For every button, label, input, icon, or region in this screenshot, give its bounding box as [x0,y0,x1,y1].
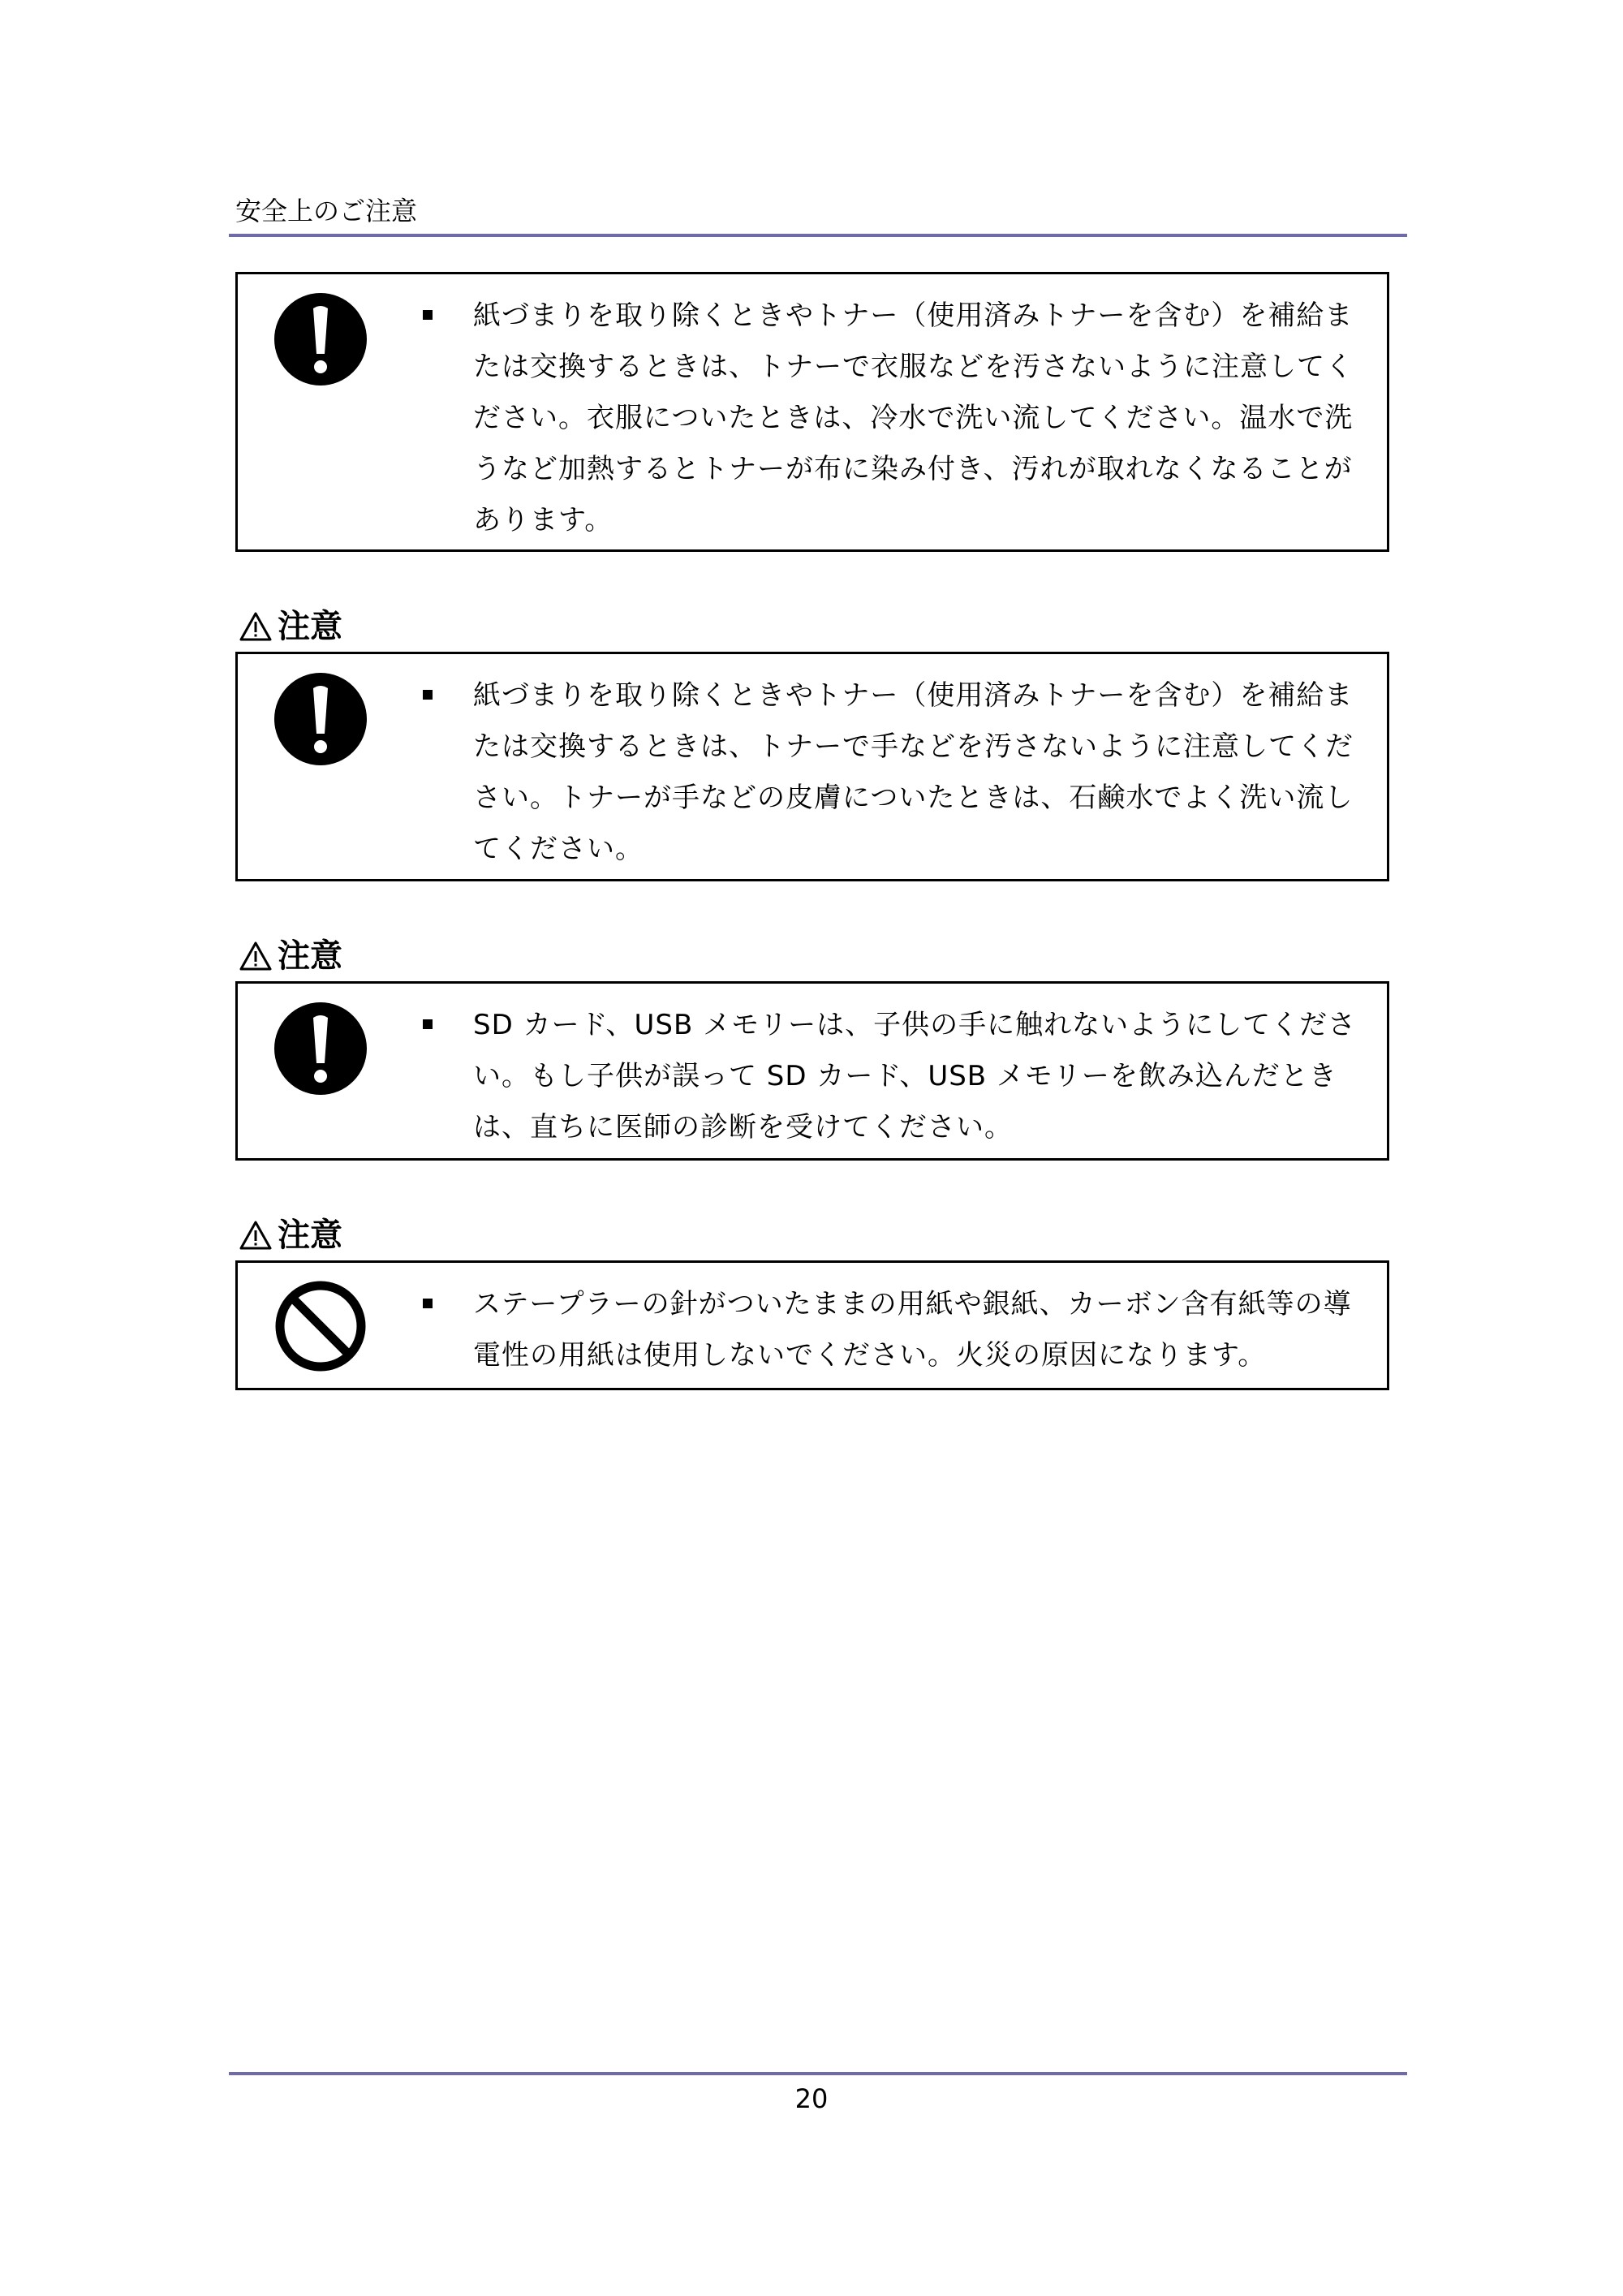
notice-box-3 [235,981,1389,1161]
header-rule [229,234,1407,237]
mandatory-exclamation-icon [273,1002,368,1096]
notice-text: ステープラーの針がついたままの用紙や銀紙、カーボン含有紙等の導電性の用紙は使用しないでください。火災の原因になります。 [473,1288,1352,1372]
warning-triangle-icon [239,941,273,971]
warning-triangle-icon [239,1220,273,1251]
mandatory-exclamation-icon [273,672,368,766]
bullet-marker [423,690,433,700]
page-header-title: 安全上のご注意 [235,196,418,226]
bullet-marker [423,310,433,320]
notice-text: SD カード、USB メモリーは、子供の手に触れないようにしてください。もし子供が誤って SD カード、USB メモリーを飲み込んだときは、直ちに医師の診断を受けてください。 [473,1009,1357,1144]
notice-text: 紙づまりを取り除くときやトナー（使用済みトナーを含む）を補給または交換するときは、トナーで衣服などを汚さないように注意してください。衣服についたときは、冷水で洗い流してください。温水で洗うなど加熱するとトナーが布に染み付き、汚れが取れなくなることがあります。 [473,299,1354,536]
page-number: 20 [794,2083,829,2114]
footer-rule [229,2072,1407,2075]
caution-heading-3 [239,1216,342,1255]
caution-label: 注意 [278,937,342,975]
mandatory-exclamation-icon [273,292,368,386]
notice-box-1 [235,272,1389,552]
bullet-marker [423,1299,433,1308]
notice-box-4 [235,1260,1389,1390]
warning-triangle-icon [239,611,273,642]
caution-label: 注意 [278,1217,342,1254]
prohibition-icon [273,1279,368,1373]
caution-label: 注意 [278,608,342,645]
notice-text: 紙づまりを取り除くときやトナー（使用済みトナーを含む）を補給または交換するときは、トナーで手などを汚さないように注意してください。トナーが手などの皮膚についたときは、石鹸水でよく洗い流してください。 [473,679,1354,865]
notice-box-2 [235,652,1389,881]
bullet-marker [423,1019,433,1029]
caution-heading-1 [239,607,342,646]
caution-heading-2 [239,937,342,976]
